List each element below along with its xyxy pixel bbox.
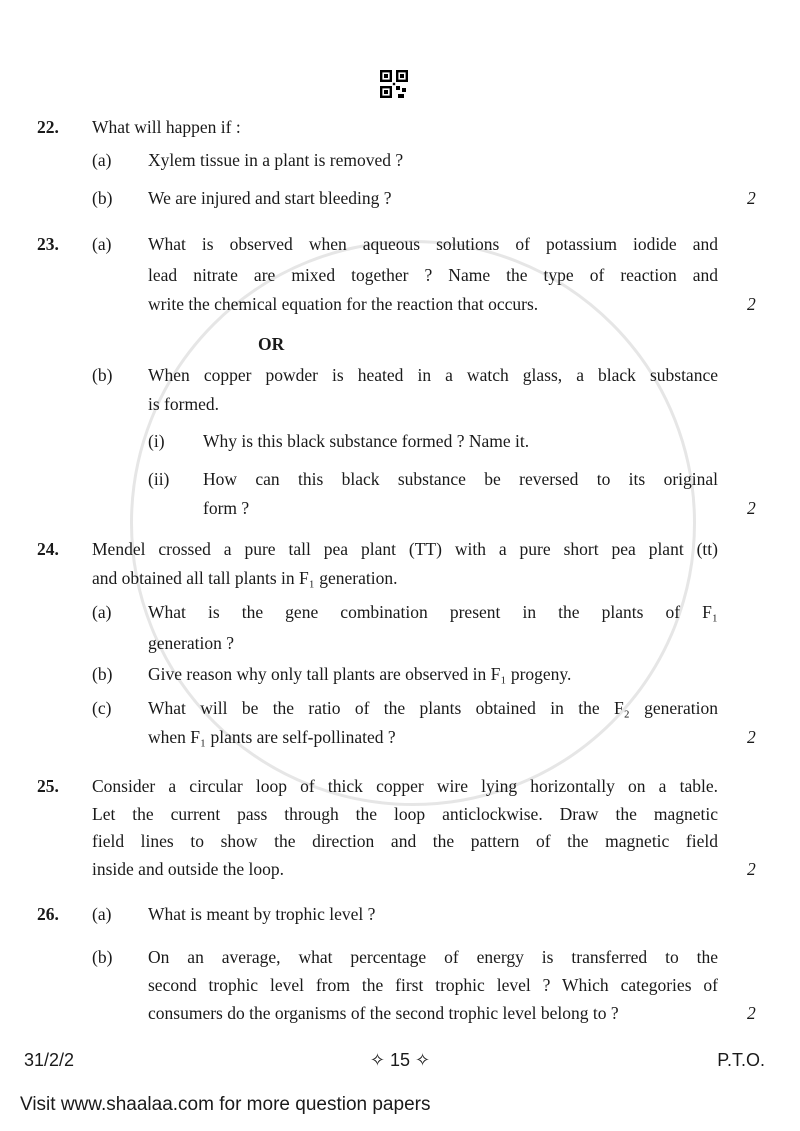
- part-label: (b): [92, 365, 113, 385]
- visit-link[interactable]: Visit www.shaalaa.com for more question papers: [20, 1094, 431, 1115]
- part-text: Xylem tissue in a plant is removed ?: [148, 150, 404, 170]
- qr-code-icon: [380, 70, 408, 98]
- subpart-text: Why is this black substance formed ? Name it.: [203, 431, 530, 451]
- part-text: write the chemical equation for the reaction that occurs.: [148, 294, 539, 314]
- part-text: Give reason why only tall plants are observed in F₁ progeny.: [148, 664, 572, 684]
- part-text: What will be the ratio of the plants obtained in the F₂ generation: [148, 698, 718, 718]
- subpart-label: (i): [148, 431, 165, 451]
- question-number: 26.: [37, 904, 59, 924]
- question-text: Consider a circular loop of thick copper wire lying horizontally on a table.: [92, 776, 718, 796]
- part-label: (b): [92, 664, 113, 684]
- part-text: lead nitrate are mixed together ? Name the type of reaction and: [148, 265, 718, 285]
- question-stem: and obtained all tall plants in F₁ generation.: [92, 568, 398, 588]
- subpart-label: (ii): [148, 469, 170, 489]
- part-text: when F₁ plants are self-pollinated ?: [148, 727, 396, 747]
- page-number: ✧ 15 ✧: [369, 1050, 431, 1070]
- part-label: (a): [92, 150, 112, 170]
- part-label: (a): [92, 904, 112, 924]
- part-label: (b): [92, 188, 113, 208]
- subpart-text: How can this black substance be reversed to its original: [203, 469, 718, 489]
- question-number: 23.: [37, 234, 59, 254]
- question-stem: What will happen if :: [92, 117, 241, 137]
- subpart-text: form ?: [203, 498, 250, 518]
- part-label: (b): [92, 947, 113, 967]
- question-text: inside and outside the loop.: [92, 859, 284, 879]
- part-text: What is observed when aqueous solutions of potassium iodide and: [148, 234, 718, 254]
- part-text: We are injured and start bleeding ?: [148, 188, 392, 208]
- watermark-circle: [130, 240, 696, 806]
- question-number: 24.: [37, 539, 59, 559]
- marks: 2: [747, 859, 756, 879]
- part-text: generation ?: [148, 633, 234, 653]
- part-text: When copper powder is heated in a watch glass, a black substance: [148, 365, 718, 385]
- part-text: consumers do the organisms of the second trophic level belong to ?: [148, 1003, 619, 1023]
- paper-code: 31/2/2: [24, 1050, 75, 1070]
- marks: 2: [747, 188, 756, 208]
- question-stem: Mendel crossed a pure tall pea plant (TT) with a pure short pea plant (tt): [92, 539, 718, 559]
- part-text: What is meant by trophic level ?: [148, 904, 376, 924]
- or-divider: OR: [258, 334, 285, 354]
- part-text: second trophic level from the first trophic level ? Which categories of: [148, 975, 718, 995]
- question-number: 22.: [37, 117, 59, 137]
- part-text: On an average, what percentage of energy is transferred to the: [148, 947, 718, 967]
- part-text: is formed.: [148, 394, 219, 414]
- marks: 2: [747, 498, 756, 518]
- question-text: field lines to show the direction and the pattern of the magnetic field: [92, 831, 718, 851]
- marks: 2: [747, 294, 756, 314]
- question-number: 25.: [37, 776, 59, 796]
- part-label: (a): [92, 602, 112, 622]
- part-label: (c): [92, 698, 112, 718]
- question-text: Let the current pass through the loop anticlockwise. Draw the magnetic: [92, 804, 718, 824]
- marks: 2: [747, 1003, 756, 1023]
- part-label: (a): [92, 234, 112, 254]
- please-turn-over: P.T.O.: [717, 1050, 765, 1070]
- marks: 2: [747, 727, 756, 747]
- part-text: What is the gene combination present in the plants of F₁: [148, 602, 718, 622]
